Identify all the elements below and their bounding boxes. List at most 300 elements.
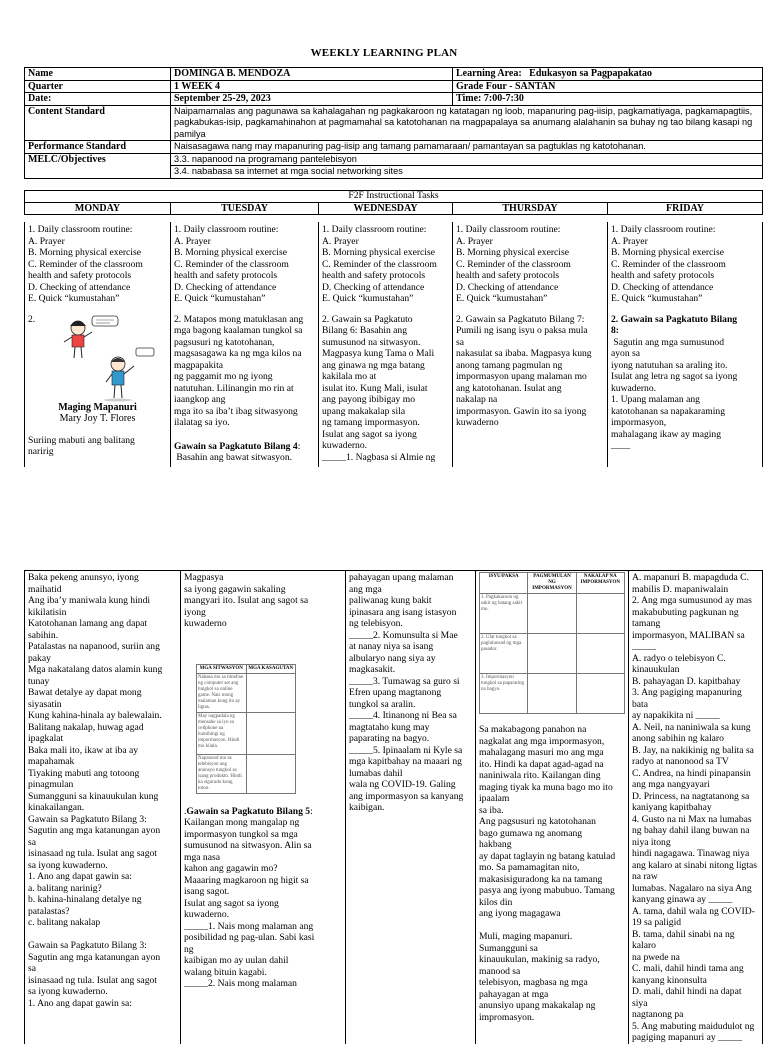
thursday-cont-text bbox=[479, 724, 625, 1023]
task-colon: : bbox=[310, 805, 313, 817]
text-line: kahon ang gagawin mo? bbox=[184, 863, 278, 874]
text-line: B. pahayagan D. kapitbahay bbox=[632, 675, 741, 687]
text-line: kuwaderno bbox=[456, 417, 499, 428]
text-line: Isulat ang letra ng sagot sa iyong bbox=[611, 371, 738, 382]
text-line: sabihin. bbox=[28, 629, 59, 641]
text-line: kuwaderno bbox=[184, 618, 227, 629]
text-line: E. Quick “kumustahan” bbox=[28, 293, 120, 304]
text-line: kanyang kinonsulta bbox=[632, 974, 707, 986]
text-line: kuwaderno. bbox=[184, 909, 230, 920]
time-value: Time: 7:00-7:30 bbox=[453, 93, 763, 106]
text-line: mangyari ito. Isulat ang sagot sa bbox=[184, 595, 309, 606]
text-line: kaniyang kapitbahay bbox=[632, 802, 712, 813]
text-line: radyo at nanonood sa TV bbox=[632, 756, 729, 767]
text-line: natutuhan. Lilinangin mo rin at bbox=[174, 382, 294, 394]
text-line: mapahamak bbox=[28, 756, 75, 767]
text-line: D. Checking of attendance bbox=[456, 281, 559, 293]
text-line: manood sa bbox=[479, 965, 521, 977]
routine-block bbox=[174, 224, 315, 305]
thursday-cont-cell bbox=[476, 571, 629, 1044]
monday-text bbox=[28, 435, 167, 458]
text-line: Sagutin ang mga katanungan ayon bbox=[28, 951, 161, 963]
text-line: ilalatag sa iyo. bbox=[174, 417, 230, 428]
text-line: pagsusuri ng katotohanan, bbox=[174, 336, 275, 348]
text-line: tunay bbox=[28, 675, 50, 687]
text-line: kaibigan. bbox=[349, 802, 385, 813]
text-line: 19 sa paligid bbox=[632, 917, 682, 928]
name-value: DOMINGA B. MENDOZA bbox=[171, 68, 453, 81]
text-line: sa iyong gagawin sakaling bbox=[184, 583, 286, 595]
text-line: magtataho kung may bbox=[349, 721, 430, 733]
document-title: WEEKLY LEARNING PLAN bbox=[310, 47, 458, 59]
text-line: Kailangan mong mangalap ng bbox=[184, 817, 300, 828]
mini-cell: May nagpadala ng mensahe sa iyo sa cellphone na humihingi ng impormasyon. Hindi mo kilala. bbox=[197, 712, 247, 754]
mini-answer-cell bbox=[528, 634, 576, 674]
routine-block bbox=[611, 224, 759, 305]
text-line: katotohanan sa napakaraming bbox=[611, 405, 726, 417]
text-line: Katotohanan lamang ang dapat bbox=[28, 618, 148, 629]
days-header-table bbox=[24, 190, 763, 215]
grade-section: Grade Four - SANTAN bbox=[453, 80, 763, 93]
tuesday-text bbox=[174, 314, 315, 429]
text-line: A. Prayer bbox=[28, 235, 65, 247]
content-standard-label: Content Standard bbox=[25, 105, 171, 141]
page2-body-table bbox=[24, 570, 763, 1044]
text-line: magkasakit. bbox=[349, 664, 396, 675]
text-line: B. Morning physical exercise bbox=[174, 247, 287, 258]
task-title-part: 8: bbox=[611, 325, 619, 336]
mini-answer-cell bbox=[246, 754, 296, 793]
text-line: Efren upang magtanong bbox=[349, 687, 442, 698]
routine-block bbox=[322, 224, 449, 305]
text-line: Ang pagsusuri ng katotohanan bbox=[479, 816, 596, 827]
thursday-text bbox=[456, 314, 604, 429]
text-line: C. Reminder of the classroom bbox=[28, 258, 143, 270]
mini-answer-cell bbox=[528, 594, 576, 634]
performance-standard-value: Naisasagawa nang may mapanuring pag-iisip ang tamang pamamaraan/ pamantayan sa pagtuklas ng katotohanan. bbox=[171, 141, 763, 154]
text-line: siyasatin bbox=[28, 698, 62, 710]
text-line: _____ bbox=[632, 641, 656, 652]
text-line: 2. Matapos mong matuklasan ang bbox=[174, 313, 304, 325]
text-line: A. Prayer bbox=[456, 235, 493, 247]
mini-cell: Nabasa mo sa timeline ng computer set ang tungkol sa online game. Nais mong malaman kung ito ay ligtas. bbox=[197, 673, 247, 712]
text-line: E. Quick “kumustahan” bbox=[174, 293, 266, 304]
text-line: 2. Ang mga sumusunod ay mas bbox=[632, 595, 752, 606]
text-line: maging tiyak ka muna bago mo ito bbox=[479, 781, 613, 793]
text-line: 1. Daily classroom routine: bbox=[322, 224, 427, 235]
task-colon: : bbox=[297, 440, 301, 452]
text-line: sa bbox=[28, 963, 36, 974]
friday-cell bbox=[608, 222, 763, 467]
text-line: D. Princess, na nagtatanong sa bbox=[632, 790, 750, 802]
text-line: 4. Gusto na ni Max na lumabas bbox=[632, 813, 752, 825]
text-line: kilos din bbox=[479, 896, 513, 908]
text-line: A. Prayer bbox=[322, 235, 359, 247]
text-line: nakasulat sa ibaba. Magpasya kung bbox=[456, 348, 592, 359]
text-line: Gawain sa Pagkatuto Bilang 3: bbox=[28, 940, 147, 951]
text-line: Bilang 6: Basahin ang bbox=[322, 325, 407, 336]
melc-objective-1: 3.3. napanood na programang pantelebisyon bbox=[171, 153, 763, 166]
text-line: ng telebisyon. bbox=[349, 618, 403, 629]
text-line: ang mga bbox=[349, 583, 382, 595]
text-line: posibilidad ng pag-ulan. Sabi kasi bbox=[184, 932, 315, 943]
text-line: A. Neil, na naniniwala sa kung bbox=[632, 721, 751, 733]
text-line: mahalagang masuri mo ang mga bbox=[479, 747, 604, 758]
text-line: ____ bbox=[611, 440, 631, 451]
wednesday-cont-cell bbox=[346, 571, 476, 1044]
text-line: D. Checking of attendance bbox=[322, 281, 425, 293]
task-prefix: . bbox=[184, 805, 187, 817]
monday-cont-cell bbox=[25, 571, 181, 1044]
text-line: Isulat ang sagot sa iyong bbox=[322, 428, 417, 440]
text-line: kinauukulan, makinig sa radyo, bbox=[479, 954, 600, 965]
text-line: Gawain sa Pagkatuto Bilang 3: bbox=[28, 813, 147, 825]
tuesday-cont-cell bbox=[181, 571, 346, 1044]
text-line: mga bagong kaalaman tungkol sa bbox=[174, 325, 303, 336]
text-line: C. Reminder of the classroom bbox=[322, 258, 437, 270]
text-line: pahayagan upang malaman bbox=[349, 572, 454, 583]
text-line: Sagutin ang mga sumusunod bbox=[611, 336, 724, 348]
text-line: C. Reminder of the classroom bbox=[611, 258, 726, 270]
text-line: Sagutin ang mga katanungan ayon bbox=[28, 825, 161, 836]
text-line: Balitang nakalap, huwag agad bbox=[28, 721, 144, 733]
mini-header: MGA KASAGUTAN bbox=[246, 664, 296, 673]
melc-objective-2: 3.4. nababasa sa internet at mga social networking sites bbox=[171, 166, 763, 179]
text-line: 1. Daily classroom routine: bbox=[174, 224, 279, 235]
mini-answer-cell bbox=[528, 674, 576, 714]
text-line: Magpasya kung Tama o Mali bbox=[322, 348, 435, 359]
text-line: magsasagawa ka ng mga kilos na bbox=[174, 348, 302, 359]
content-standard-value: Naipamamalas ang pagunawa sa kahalagahan ng pagkakaroon ng katatagan ng loob, mapanuring pag-iisip, pagkamatiyaga, pagkamapagtiis, pagkabukas-isip, pagkamahinahon at pagmamahal sa katotohanan na magpapalaya sa anumang alalahanin sa buhay ng tao bilang kasapi ng pamilya bbox=[171, 105, 763, 141]
text-line: ang impormasyon sa kanyang bbox=[349, 790, 464, 802]
task-title-part: 2. Gawain sa bbox=[611, 313, 666, 325]
text-line: anong tamang pagmulan ng bbox=[456, 359, 563, 371]
mini-cell: Napanood mo sa telebisyon ang anunsyo tungkol sa isang produkto. Hindi ka sigurado kung totoo. bbox=[197, 754, 247, 793]
text-line: impromasyon. bbox=[479, 1011, 535, 1023]
text-line: 1. Daily classroom routine: bbox=[28, 224, 133, 235]
text-line: Sa makabagong panahon na bbox=[479, 724, 587, 735]
text-line: sa iyong kuwaderno. bbox=[28, 986, 108, 997]
f2f-tasks-label: F2F Instructional Tasks bbox=[25, 191, 763, 203]
text-line: B. Morning physical exercise bbox=[456, 247, 569, 258]
text-line: B. Morning physical exercise bbox=[28, 247, 141, 258]
text-line: sa iba. bbox=[479, 804, 504, 816]
text-line: bago gumawa ng anomang bbox=[479, 827, 583, 839]
text-line: health and safety protocols bbox=[28, 270, 132, 281]
friday-cont-text bbox=[632, 572, 759, 1044]
text-line: _____1. Nagbasa si Almie ng bbox=[322, 451, 436, 463]
text-line: na raw bbox=[632, 871, 658, 882]
text-line: isang sagot. bbox=[184, 886, 230, 897]
text-line: pagiging mapanuri ay _____ bbox=[632, 1032, 743, 1043]
text-line: c. balitang nakalap bbox=[28, 917, 101, 928]
learning-area-value: Edukasyon sa Pagpapakatao bbox=[529, 68, 652, 79]
text-line: impormasyon tungkol sa mga bbox=[184, 828, 298, 840]
text-line: na pwede na bbox=[632, 951, 680, 963]
text-line: 2. Gawain sa Pagkatuto bbox=[322, 313, 413, 325]
text-line: ito. Hindi ka dapat agad-agad na bbox=[479, 758, 604, 770]
text-line: health and safety protocols bbox=[611, 270, 715, 281]
text-line: ng tamang impormasyon. bbox=[322, 417, 420, 428]
text-line: D. mali, dahil hindi na dapat siya bbox=[632, 986, 744, 1009]
text-line: A. Prayer bbox=[611, 235, 648, 247]
text-line: _____1. Nais mong malaman ang bbox=[184, 920, 314, 932]
text-line: niya itong bbox=[632, 836, 671, 848]
text-line: ang kalaro at sinabi nitong ligtas bbox=[632, 859, 757, 871]
text-line: lumabas dahil bbox=[349, 767, 403, 779]
text-line: maihatid bbox=[28, 583, 62, 595]
text-line: impormasyon, MALIBAN sa bbox=[632, 629, 745, 641]
day-wednesday: WEDNESDAY bbox=[319, 202, 453, 215]
text-line: wala ng COVID-19. Galing bbox=[349, 779, 456, 790]
text-line: A. Prayer bbox=[174, 235, 211, 247]
text-line: C. Reminder of the classroom bbox=[174, 258, 289, 270]
text-line: ipinasara ang isang istasyon bbox=[349, 606, 457, 618]
text-line: _____3. Tumawag sa guro si bbox=[349, 675, 460, 687]
day-tuesday: TUESDAY bbox=[171, 202, 319, 215]
text-line: paliwanag kung bakit bbox=[349, 595, 432, 606]
performance-standard-label: Performance Standard bbox=[25, 141, 171, 154]
text-line: kinauukulan bbox=[632, 664, 680, 675]
text-line: Baka pekeng anunsyo, iyong bbox=[28, 572, 139, 583]
text-line: sumusunod na sitwasyon. bbox=[322, 336, 421, 348]
text-line: Mga nakatalang datos alamin kung bbox=[28, 664, 163, 675]
text-line: 1. Daily classroom routine: bbox=[611, 224, 716, 235]
text-line: patalastas? bbox=[28, 905, 70, 917]
monday-cont-text bbox=[28, 572, 177, 1009]
wednesday-text bbox=[322, 314, 449, 464]
text-line: ay dapat taglayin ng batang katulad bbox=[479, 850, 616, 862]
text-line: Baka mali ito, ikaw at iba ay bbox=[28, 744, 139, 756]
text-line: hakbang bbox=[479, 839, 512, 850]
text-line: Basahin ang bawat sitwasyon. bbox=[174, 452, 293, 463]
mini-answer-cell bbox=[576, 674, 624, 714]
mini-cell: 1. Pagkakaroon ng sakit ng batang sakit mo. bbox=[480, 594, 528, 634]
text-line: _____5. Ipinaalam ni Kyle sa bbox=[349, 744, 463, 756]
text-line: makabubuting pagkunan ng bbox=[632, 606, 739, 618]
text-line: nagtanong pa bbox=[632, 1009, 684, 1020]
name-label: Name bbox=[25, 68, 171, 81]
monday-illustration bbox=[28, 314, 167, 402]
mini-cell: 2. Ulat tungkol sa paglulunsad ng mga pasador. bbox=[480, 634, 528, 674]
text-line: 1. Daily classroom routine: bbox=[456, 224, 561, 235]
tuesday-cont-top bbox=[184, 572, 342, 630]
text-line: health and safety protocols bbox=[456, 270, 560, 281]
text-line: iyong natutuhan sa araling ito. bbox=[611, 359, 728, 371]
text-line: E. Quick “kumustahan” bbox=[456, 293, 548, 304]
task-heading bbox=[611, 314, 759, 326]
text-line: anunsiyo upang makakalap ng bbox=[479, 1000, 596, 1011]
text-line: iaangkop ang bbox=[174, 394, 226, 405]
text-line: C. Reminder of the classroom bbox=[456, 258, 571, 270]
text-line: mga nasa bbox=[184, 851, 220, 863]
text-line: kuwaderno. bbox=[611, 382, 657, 394]
text-line: E. Quick “kumustahan” bbox=[611, 293, 703, 304]
learning-area bbox=[453, 68, 763, 81]
routine-block bbox=[28, 224, 167, 305]
text-line: sa bbox=[28, 836, 36, 848]
text-line: Sumangguni sa bbox=[479, 942, 538, 954]
text-line: A. tama, dahil wala ng COVID- bbox=[632, 905, 755, 917]
text-line: b. kahina-hinalang detalye ng bbox=[28, 894, 142, 905]
monday-cell bbox=[25, 222, 171, 467]
text-line: 3. Ang pagiging mapanuring bata bbox=[632, 687, 745, 710]
text-line: ang iyong magagawa bbox=[479, 908, 561, 919]
task-heading bbox=[174, 441, 315, 453]
text-line: ang payong ibibigay mo bbox=[322, 394, 415, 405]
mini-header: MGA SITWASYON bbox=[197, 664, 247, 673]
text-line: Patalastas na napanood, suriin ang bbox=[28, 641, 160, 652]
text-line: upang makakalap sila bbox=[322, 405, 406, 417]
text-line: nagkalat ang mga impormasyon, bbox=[479, 735, 605, 747]
text-line: 1. Upang malaman ang bbox=[611, 394, 700, 405]
text-line: mabilis D. mapaniwalain bbox=[632, 583, 729, 595]
mini-cell: 3. Impormasyon tungkol sa paparating na bagyo. bbox=[480, 674, 528, 714]
routine-block bbox=[456, 224, 604, 305]
thursday-cell bbox=[453, 222, 608, 467]
text-line: isinasaad ng tula. Isulat ang sagot bbox=[28, 848, 157, 859]
wednesday-cell bbox=[319, 222, 453, 467]
text-line: mo. Sa pamamagitan nito, bbox=[479, 862, 580, 873]
text-line: tungkol sa aralin. bbox=[349, 698, 416, 710]
text-line bbox=[28, 929, 177, 941]
situation-table bbox=[196, 664, 296, 794]
text-line: ang katotohanan. Isulat ang bbox=[456, 382, 562, 394]
text-line: albularyo nang siya ay bbox=[349, 652, 436, 664]
text-line: 1. Ano ang dapat gawin sa: bbox=[28, 871, 132, 882]
text-line: sa iyong kuwaderno. bbox=[28, 859, 108, 871]
text-line: Magpasya bbox=[184, 572, 224, 583]
text-line: ang ginawa ng mga batang bbox=[322, 359, 425, 371]
text-line: tamang bbox=[632, 618, 661, 629]
text-line: E. Quick “kumustahan” bbox=[322, 293, 414, 304]
text-line: Sumangguni sa kinauukulan kung bbox=[28, 790, 159, 802]
text-line: mahalagang ikaw ay maging bbox=[611, 428, 722, 440]
text-line: C. Andrea, na hindi pinapansin bbox=[632, 767, 751, 779]
learning-area-label: Learning Area: bbox=[456, 68, 522, 79]
text-line: 2. Gawain sa Pagkatuto Bilang 7: bbox=[456, 313, 585, 325]
text-line: kikilatisin bbox=[28, 606, 67, 618]
text-line: ipaalam bbox=[479, 793, 510, 804]
text-line: pinagmulan bbox=[28, 779, 74, 790]
tuesday-cont-bottom bbox=[184, 817, 342, 990]
text-line: telebisyon, magbasa ng mga bbox=[479, 977, 588, 988]
text-line: impormasyon. Gawin ito sa iyong bbox=[456, 405, 587, 417]
task-title-part: Pagkatuto Bilang bbox=[665, 313, 738, 325]
children-illustration-icon bbox=[48, 314, 158, 402]
poem-author: Mary Joy T. Flores bbox=[59, 413, 136, 424]
text-line: naririg bbox=[28, 446, 54, 457]
date-label: Date: bbox=[25, 93, 171, 106]
text-line: Ang iba’y maniwala kung hindi bbox=[28, 595, 151, 606]
text-line: Muli, maging mapanuri. bbox=[479, 931, 573, 942]
text-line: C. mali, dahil hindi tama ang bbox=[632, 963, 744, 974]
text-line: walang bituin kagabi. bbox=[184, 966, 267, 978]
task-title: Gawain sa Pagkatuto Bilang 4 bbox=[174, 440, 298, 452]
task-title: Gawain sa Pagkatuto Bilang 5 bbox=[186, 805, 311, 817]
text-line: A. radyo o telebisyon C. bbox=[632, 652, 726, 664]
text-line: Tiyaking mabuti ang totoong bbox=[28, 767, 140, 779]
day-monday: MONDAY bbox=[25, 202, 171, 215]
text-line: health and safety protocols bbox=[174, 270, 278, 281]
text-line: anong sabihin ng kalaro bbox=[632, 733, 724, 744]
date-value: September 25-29, 2023 bbox=[171, 93, 453, 106]
text-line: isinasaad ng tula. Isulat ang sagot bbox=[28, 974, 157, 986]
text-line: Kung kahina-hinala ay balewalain. bbox=[28, 710, 162, 721]
day-friday: FRIDAY bbox=[608, 202, 763, 215]
text-line: D. Checking of attendance bbox=[28, 281, 131, 293]
text-line: iyong bbox=[184, 606, 206, 618]
text-line: A. mapanuri B. mapagduda C. bbox=[632, 572, 749, 583]
text-line: impormasyon, bbox=[611, 417, 667, 428]
text-line: mga ito sa iba’t ibag sitwasyong bbox=[174, 405, 298, 417]
text-line: hindi nagagawa. Tinawag niya bbox=[632, 848, 750, 859]
text-line: kaibigan mo ay uulan dahil bbox=[184, 955, 289, 966]
text-line: _____4. Itinanong ni Bea sa bbox=[349, 710, 457, 721]
text-line: pahayagan at mga bbox=[479, 988, 549, 1000]
mini-header: NAKALAP NA IMPORMASYON bbox=[576, 573, 624, 594]
text-line: sa bbox=[456, 336, 464, 348]
text-line: ayon sa bbox=[611, 348, 641, 359]
melc-label: MELC/Objectives bbox=[25, 153, 171, 178]
text-line: D. Checking of attendance bbox=[174, 281, 277, 293]
text-line: Isulat ang sagot sa iyong bbox=[184, 897, 279, 909]
text-line: ng bahay dahil ilang buwan na bbox=[632, 825, 750, 836]
item-number: 2. bbox=[28, 313, 36, 325]
text-line: B. tama, dahil sinabi na ng kalaro bbox=[632, 928, 737, 951]
poem-title: Maging Mapanuri bbox=[58, 401, 137, 413]
plan-header-table bbox=[24, 67, 763, 179]
mini-answer-cell bbox=[246, 673, 296, 712]
text-line: Suriing mabuti ang balitang bbox=[28, 434, 135, 446]
quarter-label: Quarter bbox=[25, 80, 171, 93]
mini-answer-cell bbox=[576, 634, 624, 674]
text-line: _____2. Komunsulta si Mae bbox=[349, 629, 458, 641]
text-line: impormasyon upang malaman mo bbox=[456, 371, 587, 382]
mini-header: PAGMUMULAN NG IMPORMASYON bbox=[528, 573, 576, 594]
text-line: at nanay niya sa isang bbox=[349, 641, 434, 652]
text-line: Bawat detalye ay dapat mong bbox=[28, 687, 142, 698]
text-line: ipagkalat bbox=[28, 733, 64, 744]
text-line: kuwaderno. bbox=[322, 440, 368, 451]
text-line: a. balitang narinig? bbox=[28, 882, 102, 894]
day-thursday: THURSDAY bbox=[453, 202, 608, 215]
text-line: B. Jay, na nakikinig ng balita sa bbox=[632, 744, 754, 756]
text-line: pasya ang iyong mabubuo. Tamang bbox=[479, 885, 615, 896]
text-line: isulat ito. Kung Mali, isulat bbox=[322, 382, 428, 394]
text-line: 5. Ang mabuting maidudulot ng bbox=[632, 1020, 755, 1032]
text-line: paparating na bagyo. bbox=[349, 733, 430, 744]
text-line: _____2. Nais mong malaman bbox=[184, 978, 297, 989]
text-line: lumabas. Nagalaro na siya Ang bbox=[632, 882, 752, 894]
text-line: kinakailangan. bbox=[28, 802, 85, 813]
text-line: naniniwala rito. Kailangan ding bbox=[479, 770, 601, 781]
quarter-value: 1 WEEK 4 bbox=[171, 80, 453, 93]
text-line: ang mga nangyayari bbox=[632, 779, 710, 790]
text-line: nakalap na bbox=[456, 394, 498, 405]
mini-header: ISYU/PAKSA bbox=[480, 573, 528, 594]
text-line: B. Morning physical exercise bbox=[322, 247, 435, 258]
text-line: D. Checking of attendance bbox=[611, 281, 714, 293]
text-line: ng bbox=[184, 943, 194, 955]
friday-text bbox=[611, 337, 759, 452]
text-line: ay napakikita ni _____ bbox=[632, 710, 720, 721]
text-line: mga kapitbahay na maaari ng bbox=[349, 756, 462, 767]
text-line: magpapakita bbox=[174, 359, 224, 371]
text-line: Maaaring magkaroon ng higit sa bbox=[184, 874, 309, 886]
text-line: makasisiguradong ka na tamang bbox=[479, 873, 603, 885]
tuesday-cell bbox=[171, 222, 319, 467]
